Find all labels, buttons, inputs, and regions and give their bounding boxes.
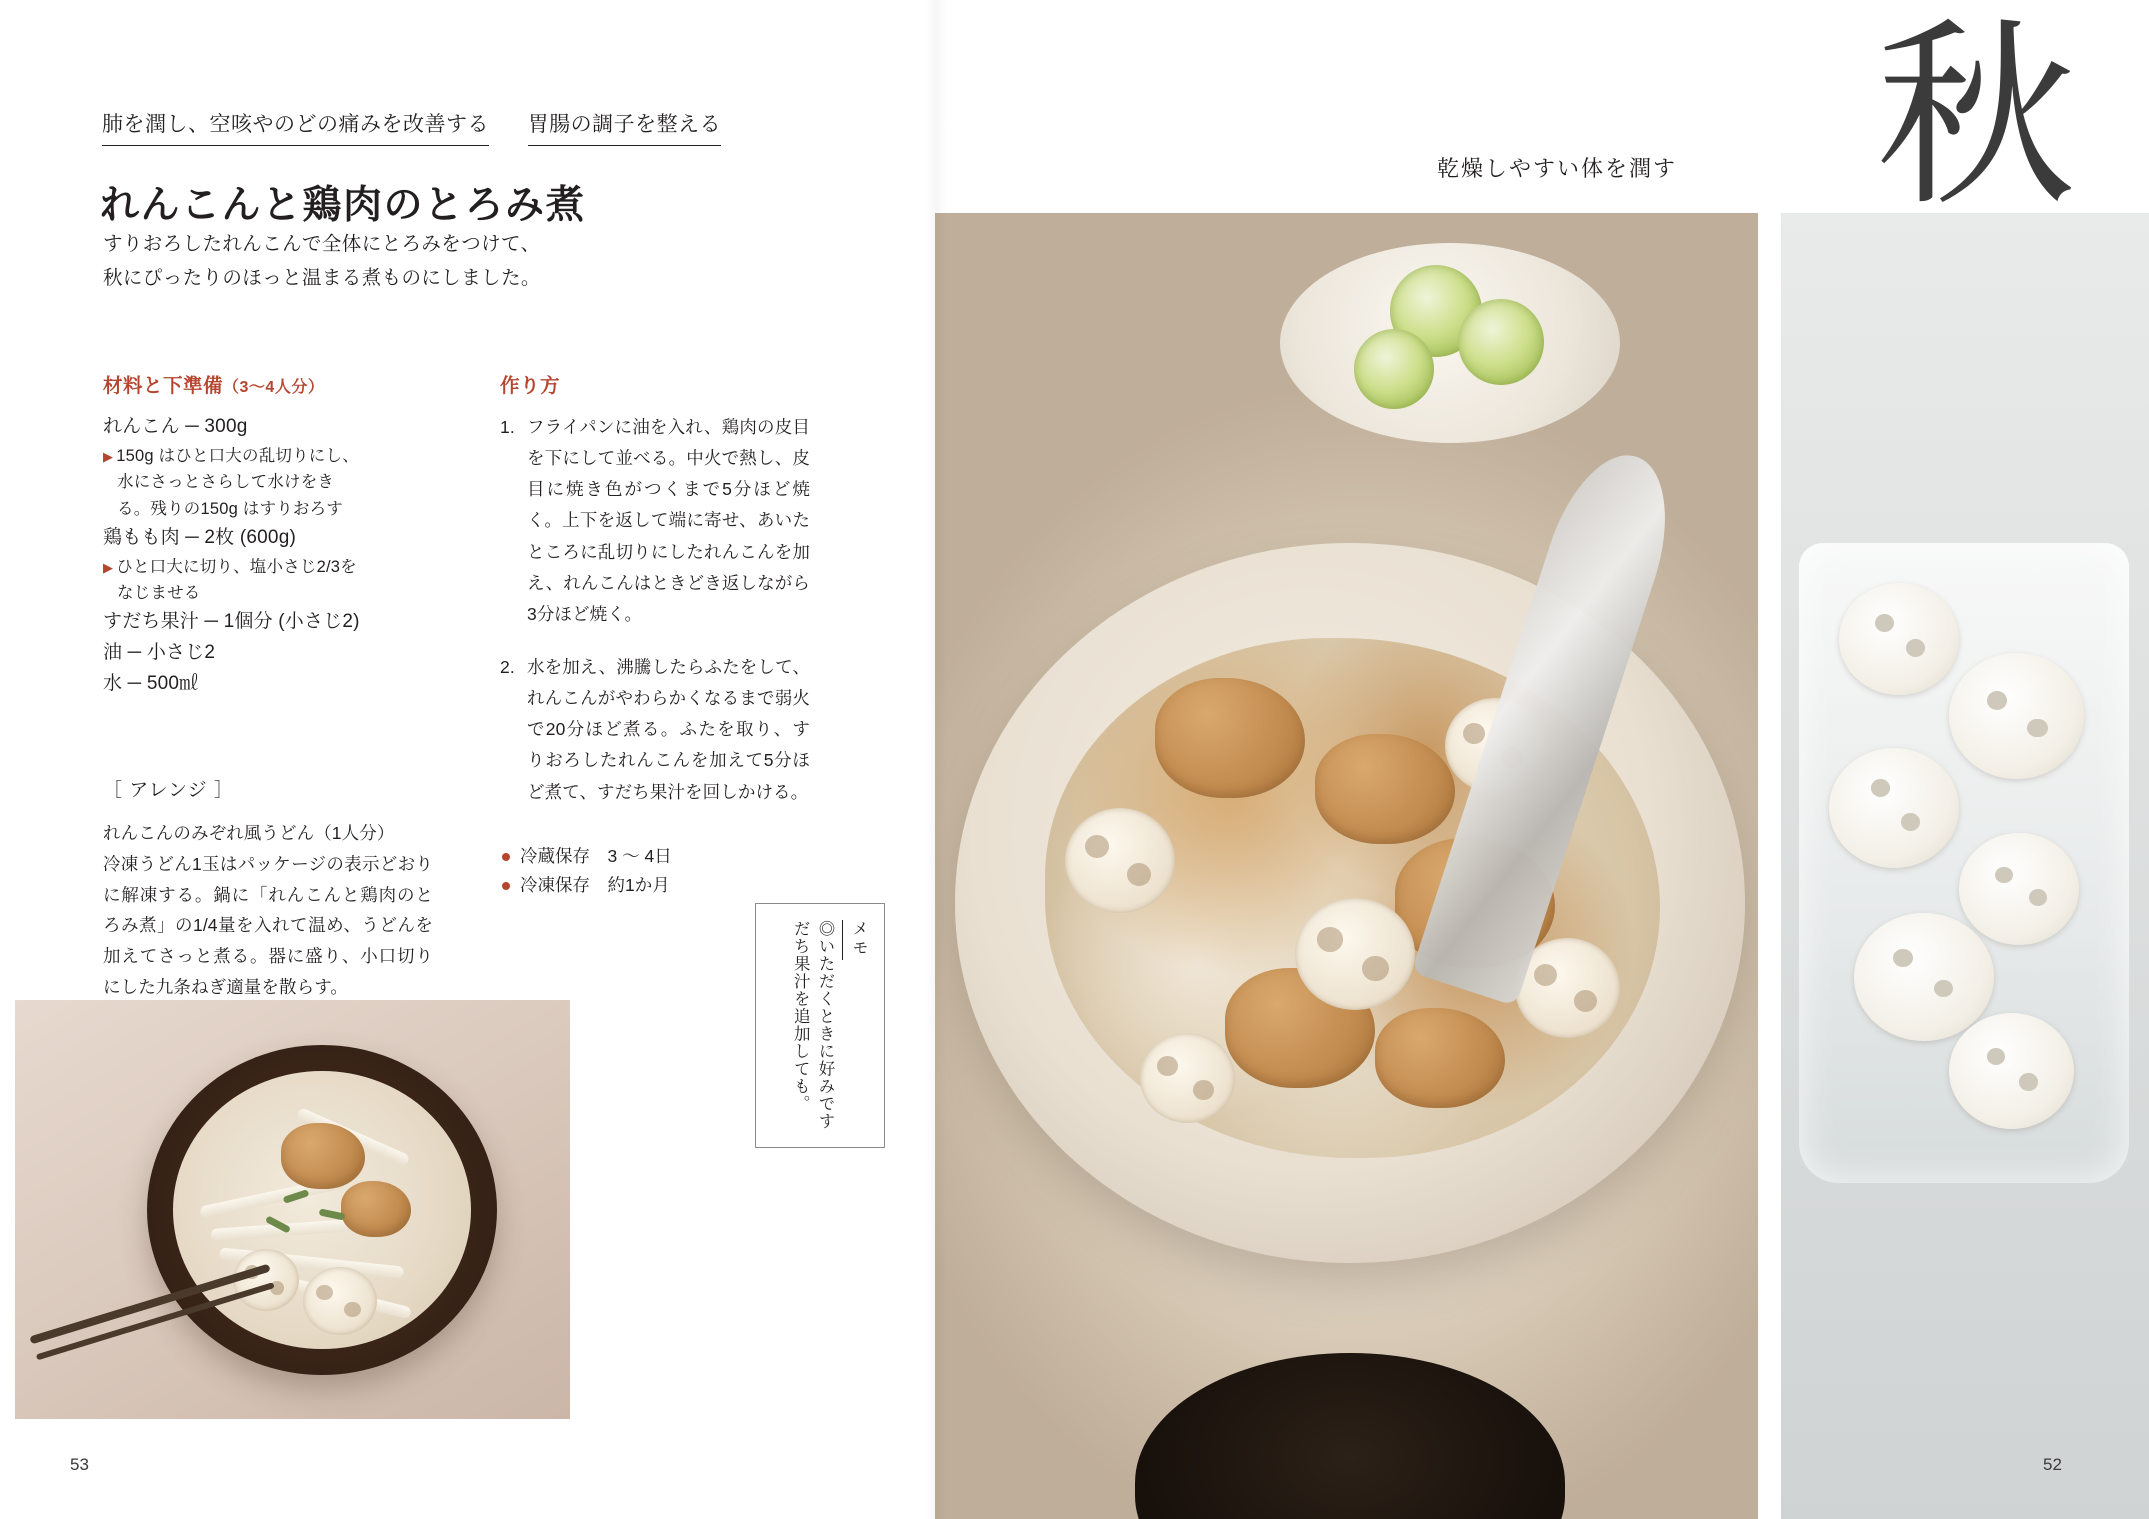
lotus-slice: [1065, 808, 1175, 913]
main-dish-photo: [935, 213, 1758, 1519]
ingredient-item: すだち果汁 ─ 1個分 (小さじ2): [103, 611, 360, 633]
arrange-title: れんこんのみぞれ風うどん（1人分）: [103, 823, 395, 843]
lotus-glass-photo: [1781, 213, 2149, 1519]
ingredient-item: 油 ─ 小さじ2: [103, 641, 216, 663]
ingredient-item: 水 ─ 500㎖: [103, 672, 199, 694]
method-heading: 作り方: [500, 375, 561, 397]
lead-line-2: 秋にぴったりのほっと温まる煮ものにしました。: [103, 266, 541, 289]
sudachi-small-plate: [1280, 243, 1620, 443]
udon-chicken-piece: [341, 1181, 411, 1237]
chicken-piece: [1155, 678, 1305, 798]
tagline-benefit-stomach: 胃腸の調子を整える: [528, 108, 722, 146]
recipe-lead: [103, 228, 541, 295]
step-number: 2.: [500, 656, 515, 677]
ingredient-note: [103, 554, 363, 607]
method-step: [500, 412, 810, 630]
page-title: れんこんと鶏肉のとろみ煮: [100, 184, 587, 228]
lotus-slice: [1949, 653, 2084, 779]
ingredient-note-text: 150g はひと口大の乱切りにし、水にさっとさらして水けをきる。残りの150g はすりおろす: [116, 446, 359, 519]
storage-info: [500, 842, 810, 902]
season-note: 乾燥しやすい体を潤す: [1437, 156, 1678, 181]
page-number-left: 53: [70, 1455, 89, 1474]
triangle-icon: ▶: [103, 559, 114, 575]
udon-lotus-slice: [303, 1267, 377, 1335]
memo-inner: [756, 904, 884, 1147]
ingredient-note-text: ひと口大に切り、塩小さじ2/3をなじませる: [116, 557, 357, 603]
lead-line-1: すりおろしたれんこんで全体にとろみをつけて、: [103, 233, 541, 255]
udon-chicken-piece: [281, 1123, 365, 1189]
tagline-benefit-lung: 肺を潤し、空咳やのどの痛みを改善する: [102, 108, 489, 146]
step-text: フライパンに油を入れ、鶏肉の皮目を下にして並べる。中火で熱し、皮目に焼き色がつくまで5分ほど焼く。上下を返して端に寄せ、あいたところに乱切りにしたれんこんを加え、れんこんはときどき返しながら3分ほど焼く。: [527, 417, 810, 624]
sudachi-half: [1354, 329, 1434, 409]
ingredient-item: れんこん ─ 300g: [103, 416, 248, 437]
page-number-right: 52: [2043, 1455, 2062, 1474]
memo-label: メモ: [847, 920, 870, 960]
ingredients-column: [103, 370, 363, 699]
lotus-slice: [1949, 1013, 2074, 1129]
udon-photo: [15, 1000, 570, 1419]
ingredients-heading-text: 材料と下準備: [103, 375, 224, 397]
sudachi-half: [1458, 299, 1544, 385]
dark-bowl: [1135, 1353, 1565, 1519]
glass-container: [1799, 543, 2129, 1183]
triangle-icon: ▶: [103, 448, 114, 464]
memo-box: [755, 903, 885, 1148]
method-steps: [500, 412, 810, 808]
recipe-taglines: [102, 108, 721, 146]
method-column: [500, 370, 810, 901]
arrange-label: ［ アレンジ ］: [103, 780, 234, 801]
memo-text: ◎いただくときに好みですだち果汁を追加しても。: [791, 920, 834, 1130]
ingredients-heading: [103, 370, 363, 398]
lotus-slice: [1839, 583, 1959, 695]
udon-lotus-slice: [233, 1249, 299, 1311]
lotus-slice: [1854, 913, 1994, 1041]
ingredients-servings: （3〜4人分）: [223, 379, 325, 396]
lotus-slice: [1140, 1033, 1235, 1123]
method-step: [500, 652, 810, 808]
udon-bowl: [147, 1045, 497, 1375]
storage-refrigerated: 冷蔵保存 3 〜 4日: [500, 842, 810, 872]
lotus-slice: [1295, 898, 1415, 1010]
storage-frozen: 冷凍保存 約1か月: [500, 871, 810, 901]
udon-soup: [173, 1071, 471, 1349]
season-mark: 秋: [1875, 1, 2076, 234]
lotus-slice: [1959, 833, 2079, 945]
chicken-piece: [1315, 734, 1455, 844]
ingredient-item: 鶏もも肉 ─ 2枚 (600g): [103, 526, 296, 548]
arrange-body: 冷凍うどん1玉はパッケージの表示どおりに解凍する。鍋に「れんこんと鶏肉のとろみ煮」の1/4量を入れて温め、うどんを加えてさっと煮る。器に盛り、小口切りにした九条ねぎ適量を散らす。: [103, 853, 433, 997]
ingredient-note: [103, 443, 363, 523]
step-text: 水を加え、沸騰したらふたをして、れんこんがやわらかくなるまで弱火で20分ほど煮る。ふたを取り、すりおろしたれんこんを加えて5分ほど煮て、すだち果汁を回しかける。: [527, 656, 810, 802]
lotus-slice: [1829, 748, 1959, 868]
arrange-section: [103, 775, 433, 1003]
step-number: 1.: [500, 417, 515, 437]
chicken-piece: [1375, 1008, 1505, 1108]
left-page: [0, 0, 935, 1519]
